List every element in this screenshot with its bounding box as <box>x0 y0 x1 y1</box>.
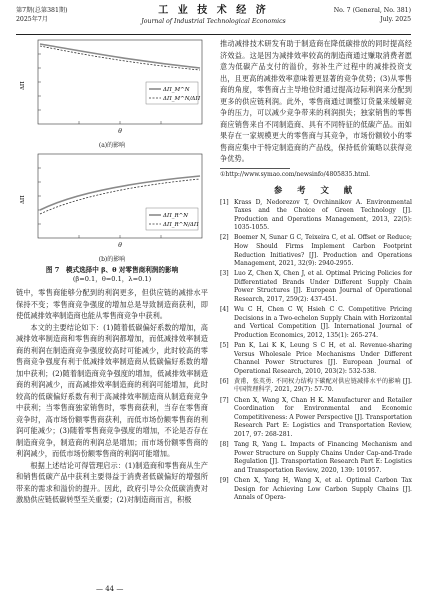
issue-info-en <box>334 6 411 24</box>
page-number: — 44 — <box>96 585 124 593</box>
reference-text: Luo Z, Chen X, Chen J, et al. Optimal Pricing Policies for Differentiated Brands Under Different Supply Chain Power Structures [J]. European Journal of Operational Research, 2017, 259(2): 437-451. <box>234 270 412 304</box>
reference-item <box>220 477 412 503</box>
reference-text: Tang R, Yang L. Impacts of Financing Mechanism and Power Structure on Supply Chains Under Cap-and-Trade Regulation [J]. Transportation Research Part E: Logistics and Transportation Review, 2020, 139: 101957. <box>234 441 412 474</box>
paragraph: 链中，零售商能够分配到的利润更多，但供应链的减排水平保持不变；零售商竞争强度的增加总是导致制造商获利，即使低减排效率制造商也能从零售商竞争中获利。 <box>16 288 208 320</box>
figure-params: (β=0.1，θ=0.1，λ=0.1) <box>72 275 152 283</box>
reference-text: Boemer N, Sunar G C, Teixeira C, et al. Offset or Reduce; How Should Firms Implement Carbon Footprint Reduction Initiatives? [J]. Production and Operations Management, 2021, 32(9): 2940-2955. <box>234 234 412 268</box>
reference-number: [3] <box>220 270 229 278</box>
reference-item <box>220 397 412 440</box>
plot-b-caption: (b)的影响 <box>98 256 126 263</box>
issue-date-en: July. 2025 <box>380 16 411 23</box>
plot-a-ticks <box>38 54 161 124</box>
right-column <box>220 38 412 504</box>
plot-a-caption: (a)的影响 <box>98 142 126 149</box>
plot-b-legend <box>146 208 199 230</box>
reference-item <box>220 378 412 395</box>
reference-text: Wu C H, Chen C W, Hsieh C C. Competitive Pricing Decisions in a Two-echelon Supply Chain with Horizontal and Vertical Competition [J]. International Journal of Production Economics, 2012, 135(1): 265-274. <box>234 306 412 339</box>
reference-item <box>220 199 412 233</box>
plot-a-series-1 <box>40 44 200 68</box>
reference-number: [5] <box>220 342 229 349</box>
figure-title: 图 7 模式选择中 β、θ 对零售商利润的影响 <box>45 266 179 274</box>
reference-text: Chen X, Wang X, Chan H K. Manufacturer and Retailer Coordination for Environmental and Economic Competitiveness: A Power Perspective [J]. Transportation Research Part E: Logistics and Transportation Review, 2017, 97: 268-281. <box>234 396 412 438</box>
journal-title-cn: 工 业 技 术 经 济 <box>158 5 269 16</box>
plot-a-legend <box>146 82 200 104</box>
plot-a-legend-1: ΔΠ_M^N <box>163 87 190 93</box>
plot-a-xlabel: θ <box>118 128 122 135</box>
reference-text: Chen X, Yang H, Wang X, et al. Optimal Carbon Tax Design for Achieving Low Carbon Supply Chains [J]. Annals of Opera- <box>234 476 412 502</box>
reference-number: [7] <box>220 396 229 404</box>
reference-item <box>220 441 412 475</box>
issue-number-en: No. 7 (General, No. 381) <box>333 7 411 14</box>
references-heading: 参 考 文 献 <box>273 184 359 195</box>
paragraph: 本文的主要结论如下：(1)随着低碳偏好系数的增加，高减排效率制造商和零售商的利润都增加，而低减排效率制造商的利润在制造商竞争强度较高时可能减少，此时较高的零售商竞争强度有利于低减排效率制造商从低碳偏好系数的增加中获利；(2)随着制造商竞争强度的增加，低减排效率制造商的利润减少，而高减排效率制造商的利润可能增加，此时较高的低碳偏好系数有利于高减排效率制造商从制造商竞争中获利；当零售商独家销售时，零售商获利，当存在零售商竞争时，高市场份额零售商获利，而低市场份额零售商的利润可能减少；(3)随着零售商竞争强度的增加，不论是否存在制造商竞争，制造商的利润总是增加；而市场份额零售商的利润减少，而低市场份额零售商的利润可能增加。 <box>16 322 208 458</box>
reference-number: [4] <box>220 306 229 314</box>
reference-text: 黄甫，张英勇. 不同权力结构下碳配对供应链减排水平的影响 [J]. 中国管理科学, 2021, 29(7): 57-70. <box>234 377 412 394</box>
plot-b-legend-1: ΔΠ_R^N <box>163 213 189 219</box>
plot-a-svg <box>16 38 208 138</box>
figure-plot-a <box>16 38 208 150</box>
reference-item <box>220 270 412 304</box>
plot-b-ylabel: ΔΠ <box>20 195 26 204</box>
footnote-divider <box>220 168 290 169</box>
footnote: ①http://www.symao.com/newsinfo/4805835.html. <box>220 170 371 178</box>
reference-number: [6] <box>220 377 229 385</box>
reference-number: [1] <box>220 198 229 206</box>
journal-title-en: Journal of Industrial Technological Economics <box>141 18 286 25</box>
issue-date: 2025年7月 <box>16 16 49 23</box>
page-header <box>16 6 411 35</box>
figure-plot-b <box>16 152 208 264</box>
reference-number: [2] <box>220 234 229 242</box>
paragraph: 根据上述结论可得管理启示：(1)制造商和零售商从生产和销售低碳产品中获利主要得益于消费者低碳偏好的增强所带来的需求和溢价的提升。因此，政府引导公众低碳消费对激励供应链低碳转型至关重要；(2)对制造商而言，积极 <box>16 460 208 504</box>
issue-number: 第7期(总第381期) <box>16 7 68 14</box>
plot-b-legend-2: ΔΠ_R^N/ΔΠ <box>163 222 199 228</box>
reference-item <box>220 306 412 340</box>
left-column <box>16 38 208 506</box>
paragraph: 推动减排技术研发有助于制造商在降低碳排放的同时提高经济效益。这是因为减排效率较高的制造商通过赚取消费者愿意为低碳产品支付的溢价，弥补生产过程中的减排投资支出，且更高的减排效率意味着更显著的竞争优势；(3)从零售商的角度，零售商占主导地位时通过提高边际利润来分配到更多的供应链利润。此外，零售商通过调整订货量来缓解竞争的压力，可以减少竞争带来的利润损失；独家销售的零售商应销售来自不同制造商、具有不同特征的低碳产品。而如果存在一家规模更大的零售商与其竞争，市场份额较小的零售商应集中于特定制造商的产品线，保持低价策略以获得竞争优势。 <box>220 39 412 163</box>
plot-a-ylabel: ΔΠ <box>20 81 26 90</box>
references-list <box>220 199 412 503</box>
reference-item <box>220 342 412 376</box>
reference-item <box>220 234 412 268</box>
left-body-text <box>16 287 208 506</box>
reference-text: Krass D, Nedorezov T, Ovchinnikov A. Environmental Taxes and the Choice of Green Technology [J]. Production and Operations Management, 2013, 22(5): 1035-1055. <box>234 198 412 232</box>
reference-number: [8] <box>220 441 229 449</box>
plot-a-legend-2: ΔΠ_M^N/ΔΠ <box>163 96 201 102</box>
reference-number: [9] <box>220 476 229 484</box>
plot-b-xlabel: θ <box>118 242 122 249</box>
reference-text: Pan K, Lai K K, Leung S C H, et al. Revenue-sharing Versus Wholesale Price Mechanisms Under Different Channel Power Structures [J]. European Journal of Operational Research, 2010, 203(2): 532-538. <box>234 342 412 375</box>
plot-b-svg <box>16 152 208 252</box>
